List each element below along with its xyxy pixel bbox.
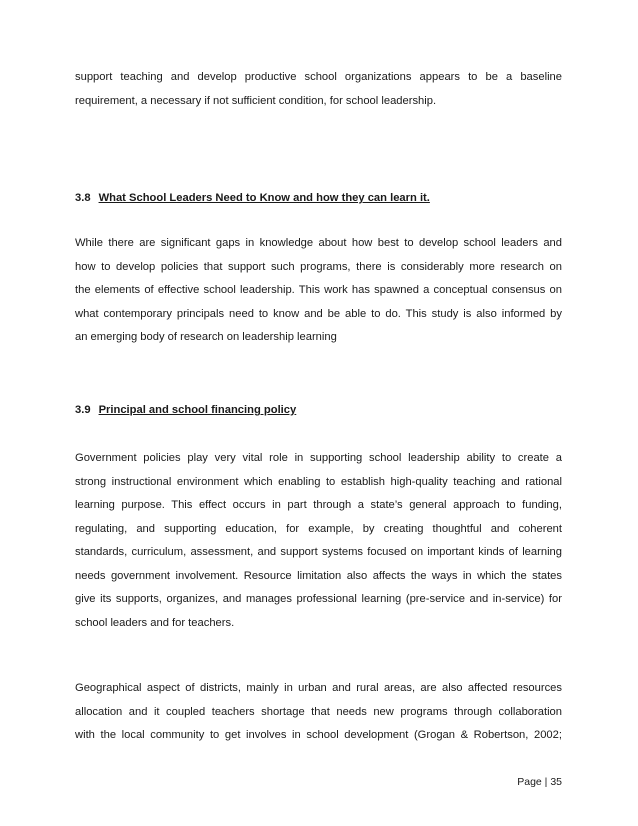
paragraph-geographical-aspect xyxy=(75,677,562,748)
text-line: requirement, a necessary if not sufficient condition, for school leadership. xyxy=(75,94,437,107)
text-line: support teaching and develop productive school organizations appears to be a baseline xyxy=(75,71,562,83)
text-line: While there are significant gaps in knowledge about how best to develop school leaders and xyxy=(75,237,562,249)
text-line: learning purpose. This effect occurs in part through a state’s general approach to funding, xyxy=(75,499,562,511)
text-line: school leaders and for teachers. xyxy=(75,616,235,629)
paragraph-government-policies xyxy=(75,447,562,635)
text-line: Geographical aspect of districts, mainly in urban and rural areas, are also affected resources xyxy=(75,682,562,694)
text-line: give its supports, organizes, and manages professional learning (pre-service and in-service) for xyxy=(75,593,562,605)
section-title: Principal and school financing policy xyxy=(98,404,297,416)
text-line: what contemporary principals need to know and be able to do. This study is also informed by xyxy=(75,307,562,320)
text-line: how to develop policies that support such programs, there is considerably more research on xyxy=(75,260,562,273)
text-line: with the local community to get involves in school development (Grogan & Robertson, 2002; xyxy=(75,729,562,741)
paragraph-intro xyxy=(75,66,562,113)
text-line: regulating, and supporting education, for example, by creating thoughtful and coherent xyxy=(75,522,562,535)
section-heading-3-9 xyxy=(75,401,296,419)
paragraph-school-leaders xyxy=(75,232,562,350)
section-number: 3.9 xyxy=(75,404,91,416)
section-heading-3-8 xyxy=(75,189,430,207)
text-line: an emerging body of research on leadership learning xyxy=(75,331,337,343)
text-line: the elements of effective school leadership. This work has spawned a conceptual consensus on xyxy=(75,284,562,296)
page-number: Page | 35 xyxy=(517,776,562,788)
text-line: needs government involvement. Resource limitation also affects the ways in which the states xyxy=(75,569,562,582)
section-number: 3.8 xyxy=(75,192,91,204)
text-line: standards, curriculum, assessment, and support systems focused on important kinds of learning xyxy=(75,546,562,558)
text-line: Government policies play very vital role in supporting school leadership ability to create a xyxy=(75,452,562,464)
text-line: strong instructional environment which enabling to establish high-quality teaching and rational xyxy=(75,475,562,488)
text-line: allocation and it coupled teachers shortage that needs new programs through collaboration xyxy=(75,705,562,718)
section-title: What School Leaders Need to Know and how they can learn it. xyxy=(98,192,430,204)
